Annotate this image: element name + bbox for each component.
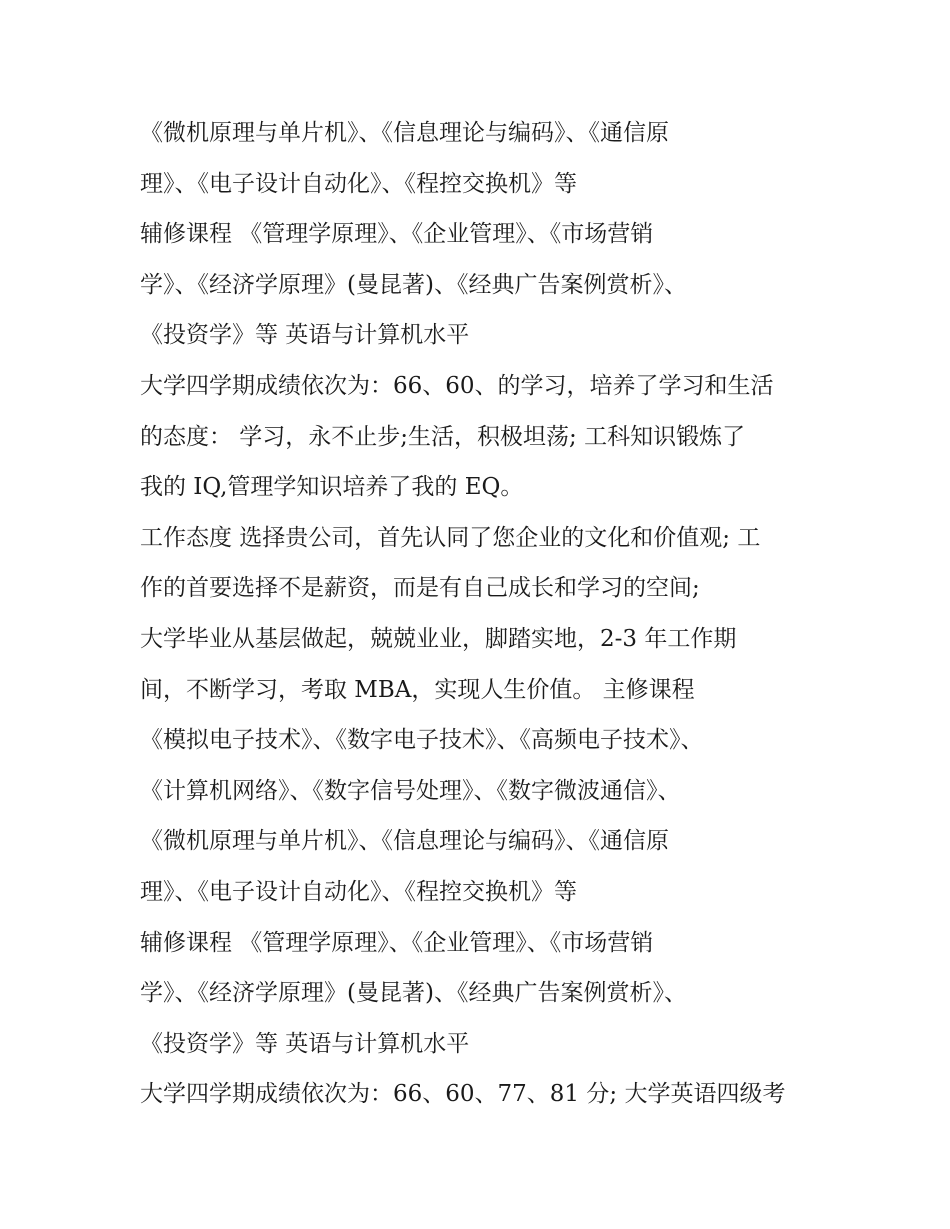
text-line: 《模拟电子技术》、《数字电子技术》、《高频电子技术》、	[140, 727, 704, 754]
text-line: 的态度： 学习，永不止步;生活，积极坦荡; 工科知识锻炼了	[140, 423, 746, 450]
text-line: 辅修课程 《管理学原理》、《企业管理》、《市场营销	[140, 929, 654, 956]
body-text	[140, 108, 820, 1120]
text-line: 大学毕业从基层做起，兢兢业业，脚踏实地，2-3 年工作期	[140, 625, 737, 652]
text-line: 《计算机网络》、《数字信号处理》、《数字微波通信》、	[140, 777, 681, 804]
text-line: 学》、《经济学原理》(曼昆著)、《经典广告案例赏析》、	[140, 271, 687, 298]
text-line: 《投资学》等 英语与计算机水平	[140, 322, 470, 349]
text-line: 工作态度 选择贵公司，首先认同了您企业的文化和价值观; 工	[140, 524, 761, 551]
text-line: 学》、《经济学原理》(曼昆著)、《经典广告案例赏析》、	[140, 980, 687, 1007]
text-line: 《投资学》等 英语与计算机水平	[140, 1030, 470, 1057]
text-line: 理》、《电子设计自动化》、《程控交换机》等	[140, 878, 577, 905]
text-line: 大学四学期成绩依次为：66、60、的学习，培养了学习和生活	[140, 372, 774, 399]
text-line: 间，不断学习，考取 MBA，实现人生价值。 主修课程	[140, 676, 695, 703]
text-line: 理》、《电子设计自动化》、《程控交换机》等	[140, 170, 577, 197]
text-line: 《微机原理与单片机》、《信息理论与编码》、《通信原	[140, 120, 669, 146]
text-line: 我的 IQ,管理学知识培养了我的 EQ。	[140, 474, 524, 501]
text-line: 辅修课程 《管理学原理》、《企业管理》、《市场营销	[140, 221, 654, 248]
text-line: 作的首要选择不是薪资，而是有自己成长和学习的空间;	[140, 575, 700, 602]
text-line: 《微机原理与单片机》、《信息理论与编码》、《通信原	[140, 828, 669, 855]
text-line: 大学四学期成绩依次为：66、60、77、81 分; 大学英语四级考	[140, 1081, 786, 1108]
